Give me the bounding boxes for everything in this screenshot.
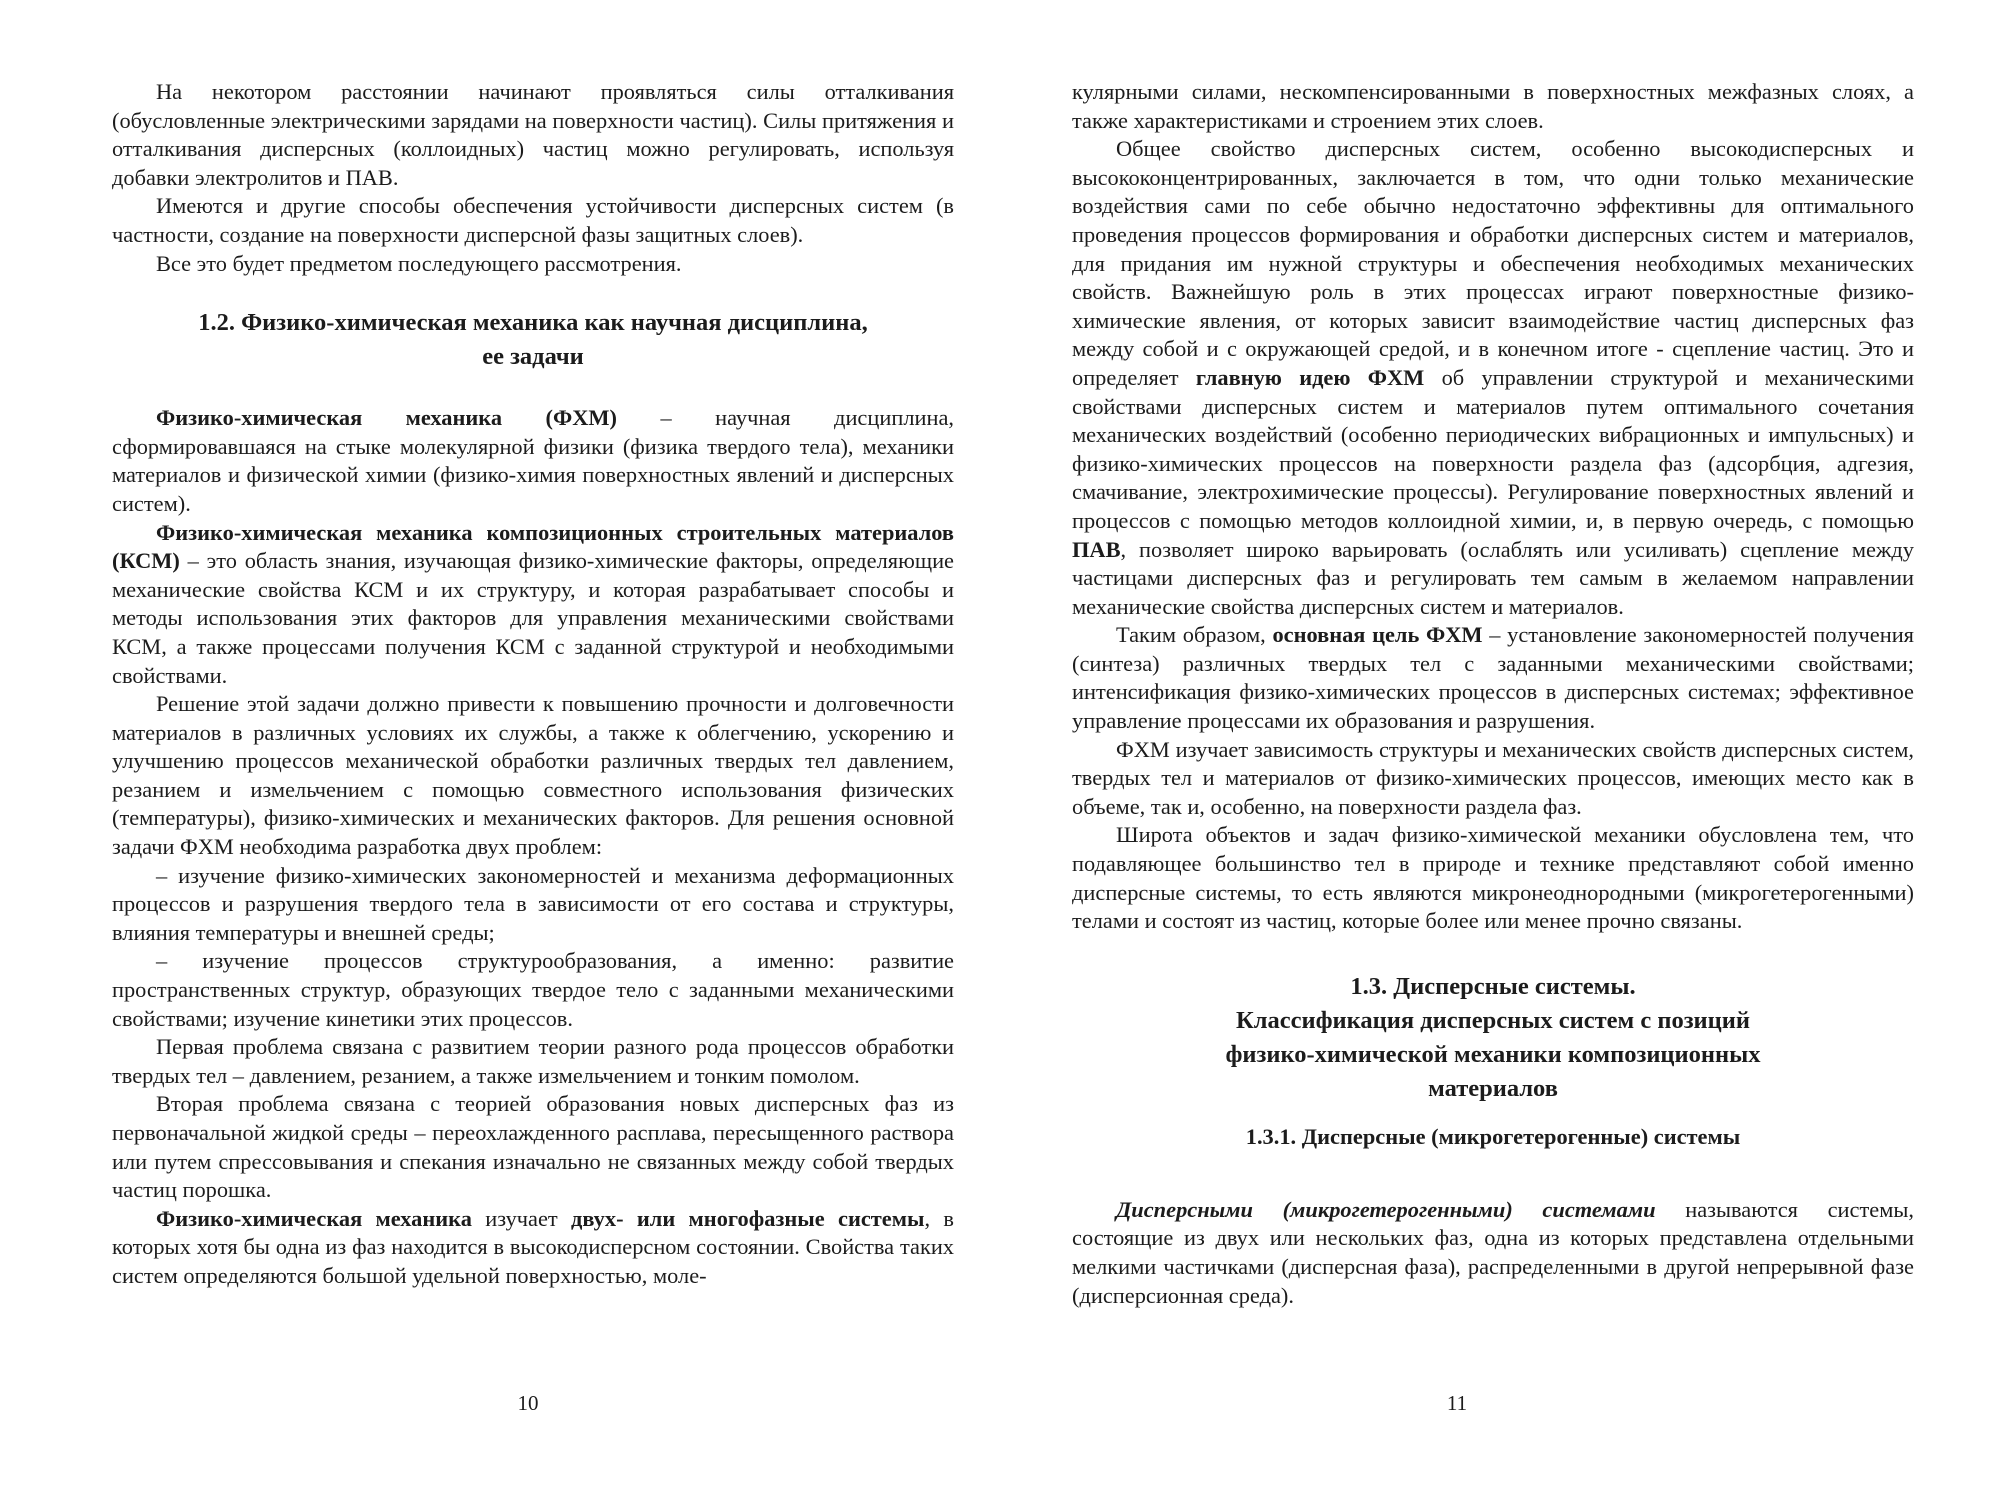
paragraph: ФХМ изучает зависимость структуры и механических свойств дисперсных систем, твердых тел и материалов от физико-химических процессов, имеющих место как в объеме, так и, особенно, на поверхности раздела фаз. <box>1072 736 1914 819</box>
heading-line: ее задачи <box>482 343 584 371</box>
term-bold: Физико-химическая механика композиционных строительных материалов (КСМ) <box>112 519 954 574</box>
term-bold: ПАВ <box>1072 536 1121 562</box>
term-bold-italic: Дисперсными (микрогетерогенными) системами <box>1116 1196 1656 1222</box>
heading-line: Классификация дисперсных систем с позиций <box>1235 1006 1751 1034</box>
paragraph: Физико-химическая механика изучает двух- или многофазные системы, в которых хотя бы одна из фаз находится в высокодисперсном состоянии. Свойства таких систем определяются большой удельной поверхностью, моле- <box>112 1205 954 1288</box>
term-bold: двух- или многофазные системы <box>571 1205 925 1231</box>
paragraph: На некотором расстоянии начинают проявляться силы отталкивания (обусловленные электрическими зарядами на поверхности частиц). Силы притяжения и отталкивания дисперсных (коллоидных) частиц можно регулировать, используя добавки электролитов и ПАВ. <box>112 79 954 190</box>
paragraph: Дисперсными (микрогетерогенными) системами называются системы, состоящие из двух или нескольких фаз, одна из которых представлена отдельными мелкими частичками (дисперсная фаза), распределенными в другой непрерывной фазе (дисперсионная среда). <box>1072 1196 1915 1308</box>
right-page <box>1000 0 2000 1501</box>
heading-line: 1.2. Физико-химическая механика как научная дисциплина, <box>198 309 868 337</box>
term-bold: главную идею ФХМ <box>1195 364 1425 390</box>
section-heading-1-3 <box>1072 970 1914 1106</box>
paragraph: кулярными силами, нескомпенсированными в поверхностных межфазных слоях, а также характеристиками и строением этих слоев. <box>1072 79 1914 133</box>
section-heading-1-2 <box>112 306 954 374</box>
paragraph: Все это будет предметом последующего рассмотрения. <box>156 250 682 276</box>
heading-line: физико-химической механики композиционных <box>1225 1040 1761 1068</box>
heading-line: материалов <box>1428 1074 1558 1102</box>
subsection-heading-1-3-1: 1.3.1. Дисперсные (микрогетерогенные) системы <box>1245 1123 1741 1149</box>
paragraph: Общее свойство дисперсных систем, особенно высокодисперсных и высококонцентрированных, заключается в том, что одни только механические воздействия сами по себе обычно недостаточно эффективны для оптимального проведения процессов формирования и обработки дисперсных систем и материалов, для придания им нужной структуры и обеспечения необходимых механических свойств. Важнейшую роль в этих процессах играют поверхностные физико-химические явления, от которых зависит взаимодействие частиц дисперсных фаз между собой и с окружающей средой, и в конечном итоге - сцепление частиц. Это и определяет главную идею ФХМ об управлении структурой и механическими свойствами дисперсных систем и материалов путем оптимального сочетания механических воздействий (особенно периодических вибрационных и импульсных) и физико-химических процессов на поверхности раздела фаз (адсорбция, адгезия, смачивание, электрохимические процессы). Регулирование поверхностных явлений и процессов с помощью методов коллоидной химии, и, в первую очередь, с помощью ПАВ, позволяет широко варьировать (ослаблять или усиливать) сцепление между частицами дисперсных фаз и регулировать тем самым в желаемом направлении механические свойства дисперсных систем и материалов. <box>1072 136 1914 619</box>
term-bold: Физико-химическая механика <box>156 1205 472 1231</box>
left-page-text <box>112 78 954 1291</box>
paragraph: Вторая проблема связана с теорией образования новых дисперсных фаз из первоначальной жидкой среды – переохлажденного расплава, пересыщенного раствора или путем спрессовывания и спекания изначально не связанных между собой твердых частиц порошка. <box>112 1091 954 1203</box>
paragraph: Физико-химическая механика (ФХМ) – научная дисциплина, сформировавшаяся на стыке молекулярной физики (физика твердого тела), механики материалов и физической химии (физико-химия поверхностных явлений и дисперсных систем). <box>112 405 954 516</box>
right-page-text <box>1072 78 1914 1310</box>
paragraph: Широта объектов и задач физико-химической механики обусловлена тем, что подавляющее большинство тел в природе и технике представляют собой именно дисперсные системы, то есть являются микронеоднородными (микрогетерогенными) телами и состоят из частиц, которые более или менее прочно связаны. <box>1072 822 1914 934</box>
paragraph: Таким образом, основная цель ФХМ – установление закономерностей получения (синтеза) различных твердых тел с заданными механическими свойствами; интенсификация физико-химических процессов в дисперсных системах; эффективное управление процессами их образования и разрушения. <box>1072 622 1914 734</box>
paragraph: Решение этой задачи должно привести к повышению прочности и долговечности материалов в различных условиях их службы, а также к облегчению, ускорению и улучшению процессов механической обработки различных твердых тел давлением, резанием и измельчением с помощью совместного использования физических (температуры), физико-химических и механических факторов. Для решения основной задачи ФХМ необходима разработка двух проблем: <box>112 691 954 860</box>
list-item: – изучение физико-химических закономерностей и механизма деформационных процессов и разрушения твердого тела в зависимости от его состава и структуры, влияния температуры и внешней среды; <box>112 862 954 945</box>
page-number: 10 <box>517 1391 539 1415</box>
paragraph: Имеются и другие способы обеспечения устойчивости дисперсных систем (в частности, создание на поверхности дисперсной фазы защитных слоев). <box>112 193 954 247</box>
term-bold: основная цель ФХМ <box>1272 622 1483 648</box>
page-number: 11 <box>1446 1391 1468 1415</box>
term-bold: Физико-химическая механика (ФХМ) <box>156 405 617 431</box>
list-item: – изучение процессов структурообразования, а именно: развитие пространственных структур, образующих твердое тело с заданными механическими свойствами; изучение кинетики этих процессов. <box>112 948 954 1031</box>
paragraph: Первая проблема связана с развитием теории разного рода процессов обработки твердых тел – давлением, резанием, а также измельчением и тонким помолом. <box>112 1034 954 1088</box>
paragraph: Физико-химическая механика композиционных строительных материалов (КСМ) – это область знания, изучающая физико-химические факторы, определяющие механические свойства КСМ и их структуру, и которая разрабатывает способы и методы использования этих факторов для управления механическими свойствами КСМ, а также процессами получения КСМ с заданной структурой и необходимыми свойствами. <box>112 519 954 688</box>
heading-line: 1.3. Дисперсные системы. <box>1350 972 1636 1000</box>
